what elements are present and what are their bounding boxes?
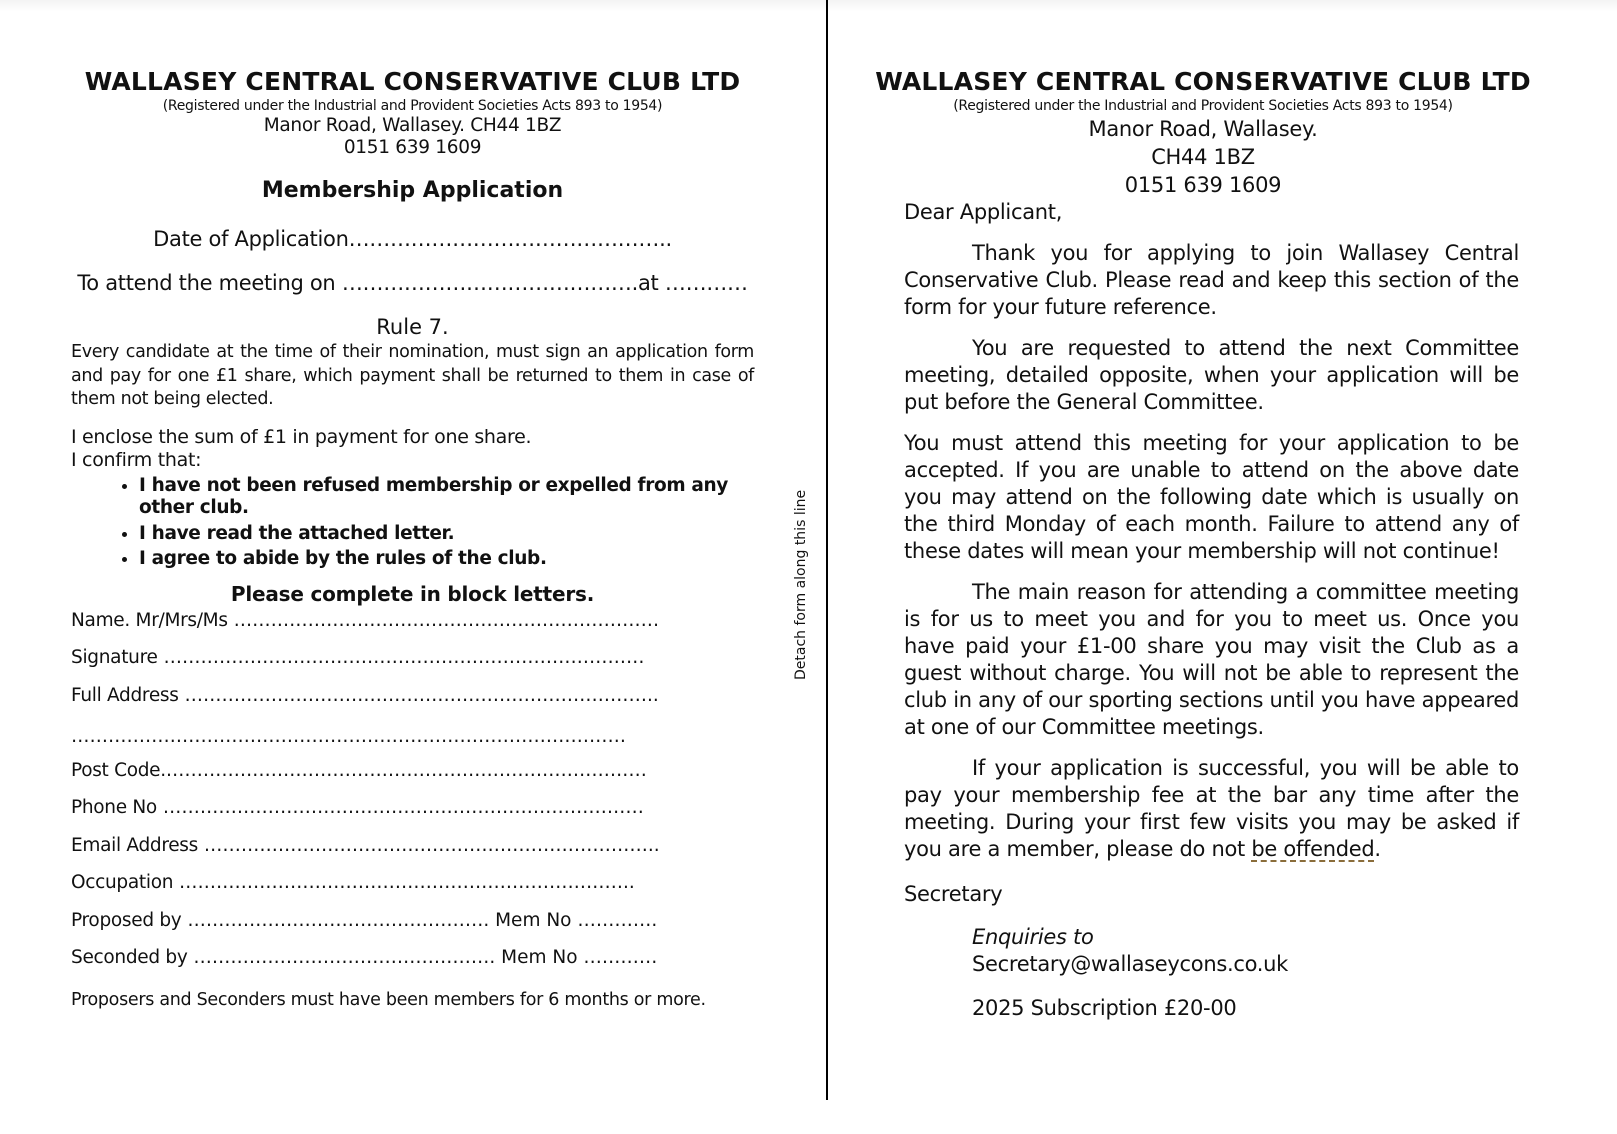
application-form-panel	[71, 66, 754, 1010]
field-label: Proposed by	[71, 909, 182, 931]
enquiries-email[interactable]: Secretary@wallaseycons.co.uk	[972, 952, 1289, 976]
confirmation-item: • I have read the attached letter.	[139, 523, 754, 546]
letter-paragraph: You must attend this meeting for your application to be accepted. If you are unable to attend on the above date you may attend on the following date which is usually on the third Monday of each month. Failure to attend any of these dates will mean your membership will not continue!	[904, 431, 1519, 563]
field-label: Signature	[71, 647, 158, 668]
field-dots: ……………………………………………………………	[227, 609, 660, 631]
applicant-letter-panel	[858, 66, 1548, 1022]
field-dots: …………………………………………. Mem No …………	[187, 947, 658, 968]
phone-field	[71, 796, 754, 834]
rule-title: Rule 7.	[376, 315, 449, 339]
letter-greeting: Dear Applicant,	[904, 200, 1063, 224]
page-top-shade	[0, 0, 1617, 12]
proposed-by-field	[71, 909, 754, 947]
field-dots: …………………………………………………………………..	[178, 684, 659, 706]
confirmation-item: • I have not been refused membership or expelled from any other club.	[139, 475, 754, 520]
club-address: Manor Road, Wallasey. CH44 1BZ	[263, 115, 562, 136]
club-address-line1: Manor Road, Wallasey.	[1088, 117, 1318, 141]
field-dots: ……………………………………………………………………	[156, 797, 644, 818]
enclose-text: I enclose the sum of £1 in payment for one share.	[71, 425, 532, 448]
confirmation-list	[71, 475, 754, 571]
field-label: Post Code.	[71, 759, 166, 781]
block-letters-instruction: Please complete in block letters.	[230, 581, 595, 606]
confirm-intro: I confirm that:	[71, 449, 202, 471]
proposer-requirement-note: Proposers and Seconders must have been members for 6 months or more.	[71, 989, 706, 1010]
seconded-by-field	[71, 946, 754, 984]
grammar-flagged-text: be offended	[1251, 837, 1375, 861]
registration-note: (Registered under the Industrial and Provident Societies Acts 893 to 1954)	[953, 98, 1453, 114]
letter-paragraph: You are requested to attend the next Committee meeting, detailed opposite, when your application will be put before the General Committee.	[904, 336, 1519, 414]
field-label: Seconded by	[71, 947, 188, 968]
enquiries-label: Enquiries to	[972, 925, 1094, 949]
letter-paragraph: The main reason for attending a committee meeting is for us to meet you and for you to meet us. Once you have paid your £1-00 share you may visit the Club as a guest without charge. You will not be able to represent the club in any of our sporting sections until you have appeared at one of our Committee meetings.	[904, 580, 1519, 739]
post-code-field	[71, 759, 754, 797]
meeting-date-field: To attend the meeting on …………………………………….at …………	[77, 271, 748, 295]
field-label: Name. Mr/Mrs/Ms	[71, 609, 228, 631]
club-postcode: CH44 1BZ	[1151, 145, 1255, 169]
detach-divider-line	[826, 0, 828, 1100]
club-phone: 0151 639 1609	[1124, 173, 1282, 197]
confirmation-item: • I agree to abide by the rules of the club.	[139, 548, 754, 571]
enclose-statement	[71, 426, 754, 473]
field-dots: ………………………………………………………………..	[173, 872, 635, 893]
name-field	[71, 609, 754, 647]
letter-paragraph: Thank you for applying to join Wallasey Central Conservative Club. Please read and keep this section of the form for your future reference.	[904, 241, 1519, 319]
full-address-field	[71, 684, 754, 722]
registration-note: (Registered under the Industrial and Provident Societies Acts 893 to 1954)	[162, 98, 663, 114]
enquiries-block	[972, 924, 1519, 978]
address-continuation-field	[71, 721, 754, 759]
field-dots: ………………………………………………………………..	[197, 834, 660, 856]
applicant-fields	[71, 609, 754, 984]
date-of-application-field: Date of Application………………………………………..	[153, 227, 672, 251]
signature-field	[71, 646, 754, 684]
detach-instruction: Detach form along this line	[793, 489, 809, 680]
form-title: Membership Application	[261, 178, 564, 203]
rule-text: Every candidate at the time of their nomination, must sign an application form and pay for one £1 share, which payment shall be returned to them in case of them not being elected.	[71, 342, 754, 409]
field-label: Phone No	[71, 797, 157, 818]
club-name-heading: WALLASEY CENTRAL CONSERVATIVE CLUB LTD	[875, 67, 1531, 96]
club-name-heading: WALLASEY CENTRAL CONSERVATIVE CLUB LTD	[84, 67, 741, 96]
letter-body	[904, 199, 1519, 1022]
email-field	[71, 834, 754, 872]
field-label: Full Address	[71, 684, 179, 706]
paragraph-text: .	[1374, 837, 1381, 861]
occupation-field	[71, 871, 754, 909]
field-label: Occupation	[71, 872, 174, 893]
field-label: Email Address	[71, 834, 198, 856]
field-dots: ………………………………………………………………………………	[71, 726, 626, 747]
paragraph-text: If your application is successful, you will be able to pay your membership fee at the bar any time after the meeting. During your first few visits you may be asked if you are a member, please do not	[904, 756, 1519, 861]
field-dots: …………………………………………. Mem No ………….	[181, 909, 658, 931]
subscription-fee: 2025 Subscription £20-00	[972, 996, 1237, 1020]
signoff: Secretary	[904, 882, 1003, 906]
club-phone: 0151 639 1609	[343, 137, 482, 158]
letter-paragraph	[904, 755, 1519, 863]
field-dots: ……………………………………………………………………	[165, 759, 647, 781]
field-dots: ……………………………………………………………………	[157, 647, 645, 668]
